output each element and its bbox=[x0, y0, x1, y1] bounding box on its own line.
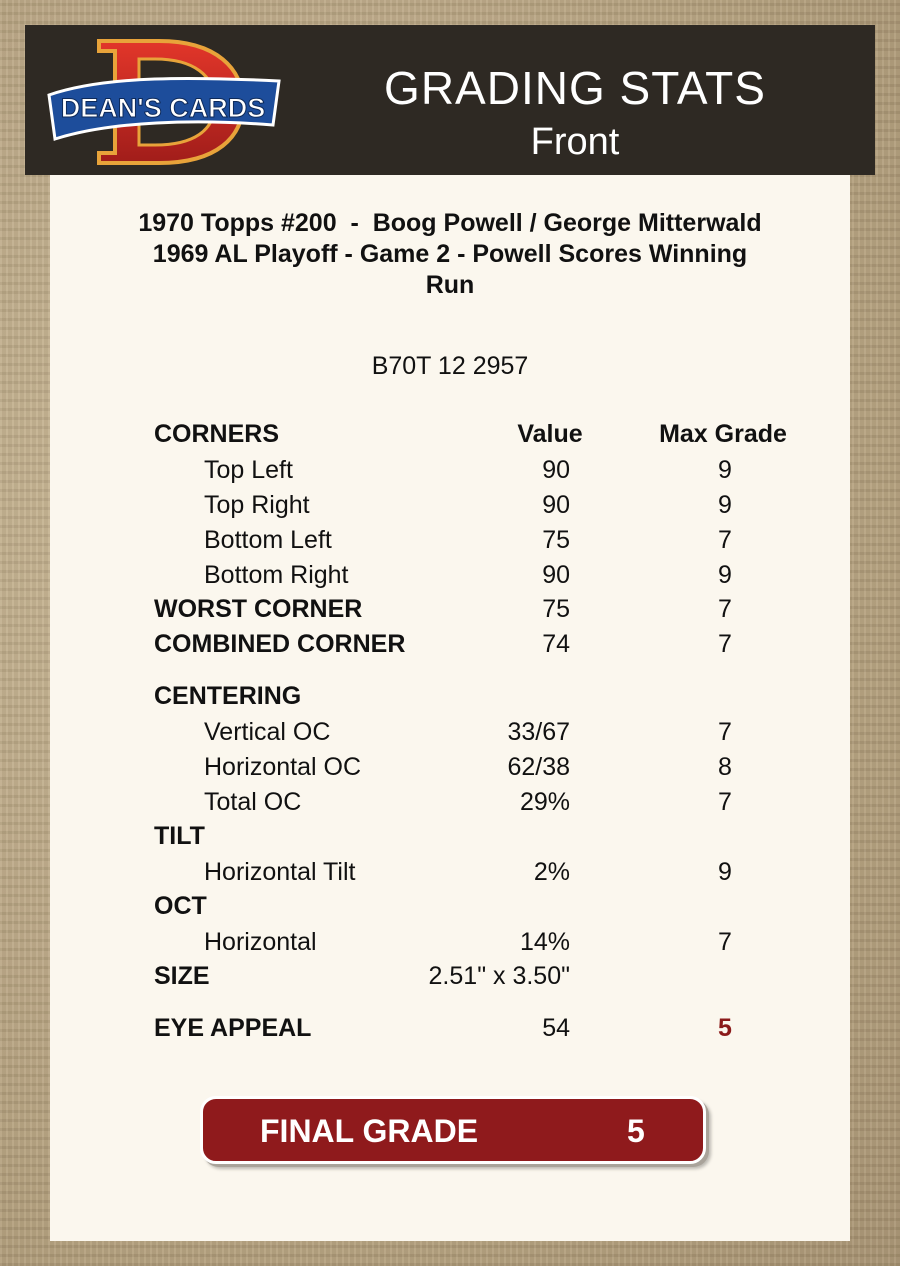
card-id: B70T 12 2957 bbox=[371, 352, 529, 380]
size-value: 2.51" x 3.50" bbox=[428, 962, 570, 990]
stat-value: 29% bbox=[519, 788, 570, 816]
stat-label: Horizontal OC bbox=[204, 753, 361, 781]
stat-label: Bottom Left bbox=[204, 526, 332, 554]
value-column-header: Value bbox=[517, 420, 583, 448]
final-grade-label: FINAL GRADE bbox=[260, 1113, 479, 1149]
stat-value: 90 bbox=[542, 491, 570, 519]
corners-heading: CORNERS bbox=[154, 420, 280, 448]
stat-row-eye-appeal bbox=[50, 1014, 850, 1046]
stat-row-bottom-left bbox=[50, 526, 850, 558]
final-grade-value: 5 bbox=[627, 1113, 645, 1149]
card-title-line-1: 1970 Topps #200 - Boog Powell / George Mitterwald bbox=[138, 209, 762, 237]
stat-row-combined-corner bbox=[50, 630, 850, 662]
stat-row-worst-corner bbox=[50, 595, 850, 627]
stat-label: SIZE bbox=[154, 962, 210, 990]
stat-value: 54 bbox=[542, 1014, 570, 1042]
centering-heading: CENTERING bbox=[154, 682, 302, 710]
stat-label: Bottom Right bbox=[204, 561, 349, 589]
stat-label: Horizontal bbox=[204, 928, 317, 956]
stat-grade: 9 bbox=[718, 561, 732, 589]
stat-label: Horizontal Tilt bbox=[204, 858, 356, 886]
page-title: GRADING STATS bbox=[384, 62, 766, 114]
stat-grade: 7 bbox=[718, 526, 732, 554]
stat-value: 62/38 bbox=[507, 753, 570, 781]
oct-heading: OCT bbox=[154, 892, 207, 920]
stat-value: 90 bbox=[542, 456, 570, 484]
stat-row-horizontal-oc bbox=[50, 753, 850, 785]
stat-label: Vertical OC bbox=[204, 718, 331, 746]
stat-value: 75 bbox=[542, 595, 570, 623]
stat-grade: 7 bbox=[718, 928, 732, 956]
eye-appeal-grade: 5 bbox=[718, 1014, 732, 1042]
stat-label: Top Right bbox=[204, 491, 310, 519]
deans-cards-logo bbox=[47, 37, 285, 167]
tilt-heading: TILT bbox=[154, 822, 205, 850]
grading-panel bbox=[50, 175, 850, 1241]
stat-value: 14% bbox=[519, 928, 570, 956]
stat-value: 2% bbox=[533, 858, 570, 886]
stat-label: COMBINED CORNER bbox=[154, 630, 406, 658]
stat-grade: 9 bbox=[718, 456, 732, 484]
stat-value: 33/67 bbox=[507, 718, 570, 746]
header-banner bbox=[25, 25, 875, 175]
stat-row-top-right bbox=[50, 491, 850, 523]
centering-header-row bbox=[50, 682, 850, 714]
card-title-line-2: 1969 AL Playoff - Game 2 - Powell Scores Winning bbox=[152, 240, 748, 268]
max-grade-column-header: Max Grade bbox=[659, 420, 787, 448]
oct-header-row bbox=[50, 892, 850, 924]
stat-grade: 7 bbox=[718, 718, 732, 746]
svg-text:DEAN'S CARDS: DEAN'S CARDS bbox=[60, 93, 266, 123]
stat-row-oct-horizontal bbox=[50, 928, 850, 960]
stat-label: WORST CORNER bbox=[154, 595, 363, 623]
card-title-line-3: Run bbox=[425, 271, 475, 299]
stat-row-horizontal-tilt bbox=[50, 858, 850, 890]
stat-row-vertical-oc bbox=[50, 718, 850, 750]
stat-row-top-left bbox=[50, 456, 850, 488]
card-title bbox=[90, 208, 810, 301]
stat-label: Top Left bbox=[204, 456, 293, 484]
stat-value: 75 bbox=[542, 526, 570, 554]
stat-grade: 7 bbox=[718, 630, 732, 658]
stat-label: EYE APPEAL bbox=[154, 1014, 312, 1042]
stat-value: 90 bbox=[542, 561, 570, 589]
final-grade-badge bbox=[200, 1096, 706, 1164]
stat-grade: 7 bbox=[718, 595, 732, 623]
stat-row-bottom-right bbox=[50, 561, 850, 593]
stat-grade: 7 bbox=[718, 788, 732, 816]
stat-row-size bbox=[50, 962, 850, 994]
page-subtitle: Front bbox=[530, 121, 620, 163]
stat-row-total-oc bbox=[50, 788, 850, 820]
stat-grade: 8 bbox=[718, 753, 732, 781]
stat-grade: 9 bbox=[718, 491, 732, 519]
corners-header-row bbox=[50, 420, 850, 452]
stat-label: Total OC bbox=[204, 788, 302, 816]
stat-value: 74 bbox=[542, 630, 570, 658]
stat-grade: 9 bbox=[718, 858, 732, 886]
tilt-header-row bbox=[50, 822, 850, 854]
